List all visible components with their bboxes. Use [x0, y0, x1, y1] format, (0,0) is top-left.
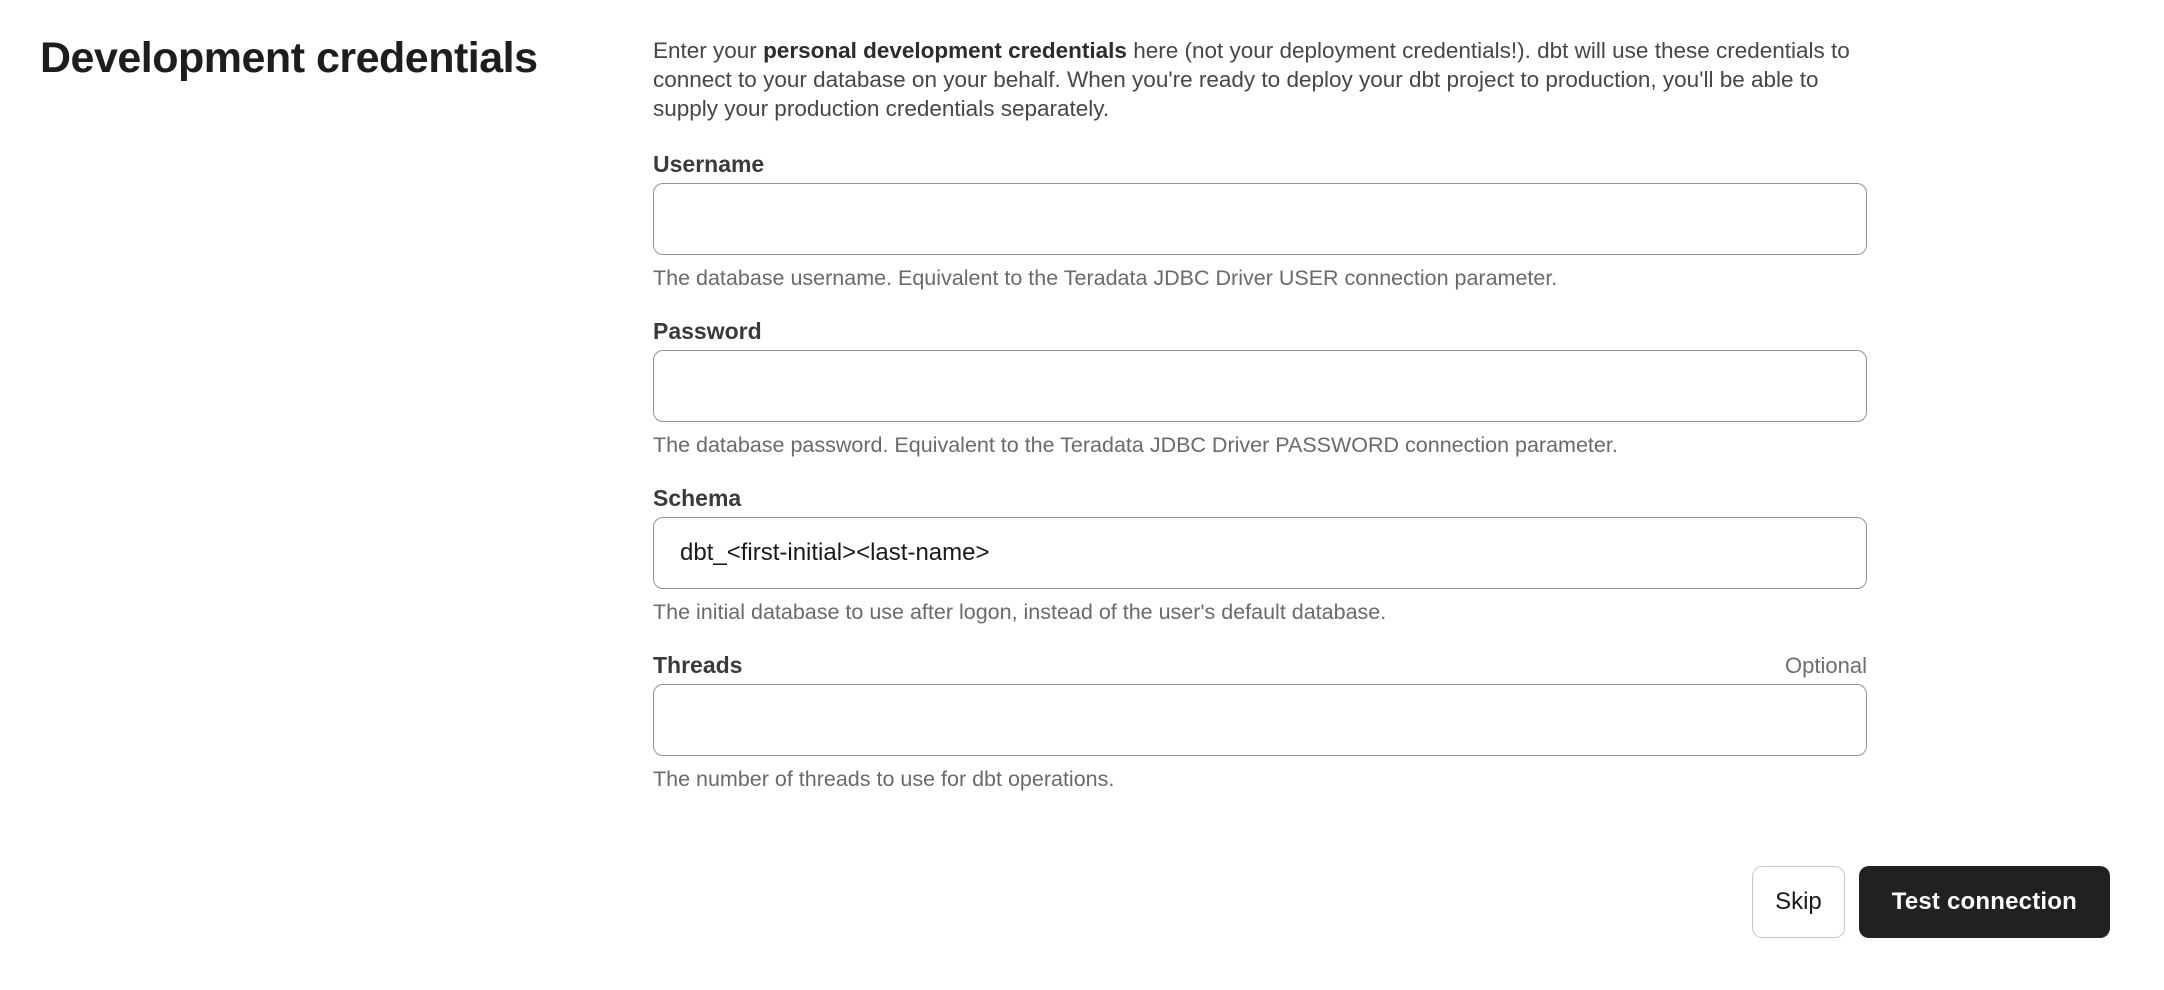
schema-label: Schema: [653, 485, 742, 511]
password-field: [653, 318, 1867, 457]
schema-label-row: [653, 485, 1867, 512]
credentials-form: [653, 36, 1867, 819]
intro-text: [653, 36, 1867, 123]
username-field: [653, 151, 1867, 290]
schema-field: [653, 485, 1867, 624]
threads-helper: The number of threads to use for dbt operations.: [653, 767, 1115, 791]
username-input[interactable]: [653, 183, 1867, 255]
skip-button[interactable]: Skip: [1752, 866, 1845, 938]
threads-label: Threads: [653, 652, 743, 678]
username-label: Username: [653, 151, 765, 177]
schema-helper: The initial database to use after logon, instead of the user's default database.: [653, 600, 1387, 624]
threads-optional-badge: Optional: [1785, 653, 1867, 678]
password-label-row: [653, 318, 1867, 345]
test-connection-button[interactable]: Test connection: [1859, 866, 2110, 938]
password-helper: The database password. Equivalent to the Teradata JDBC Driver PASSWORD connection parameter.: [653, 433, 1618, 457]
threads-field: [653, 652, 1867, 791]
password-label: Password: [653, 318, 762, 344]
intro-bold: personal development credentials: [763, 38, 1127, 63]
intro-prefix: Enter your: [653, 38, 764, 63]
password-input[interactable]: [653, 350, 1867, 422]
threads-label-row: [653, 652, 1867, 679]
page-title: Development credentials: [40, 34, 538, 82]
footer-actions: [1752, 866, 2110, 938]
schema-input[interactable]: [653, 517, 1867, 589]
intro-suffix: here (not your deployment credentials!). dbt will use these credentials to connect to your database on your behalf. When you're ready to deploy your dbt project to production, you'll be able to supply your production credentials separately.: [653, 38, 1850, 121]
username-helper: The database username. Equivalent to the Teradata JDBC Driver USER connection parameter.: [653, 266, 1558, 290]
username-label-row: [653, 151, 1867, 178]
threads-input[interactable]: [653, 684, 1867, 756]
